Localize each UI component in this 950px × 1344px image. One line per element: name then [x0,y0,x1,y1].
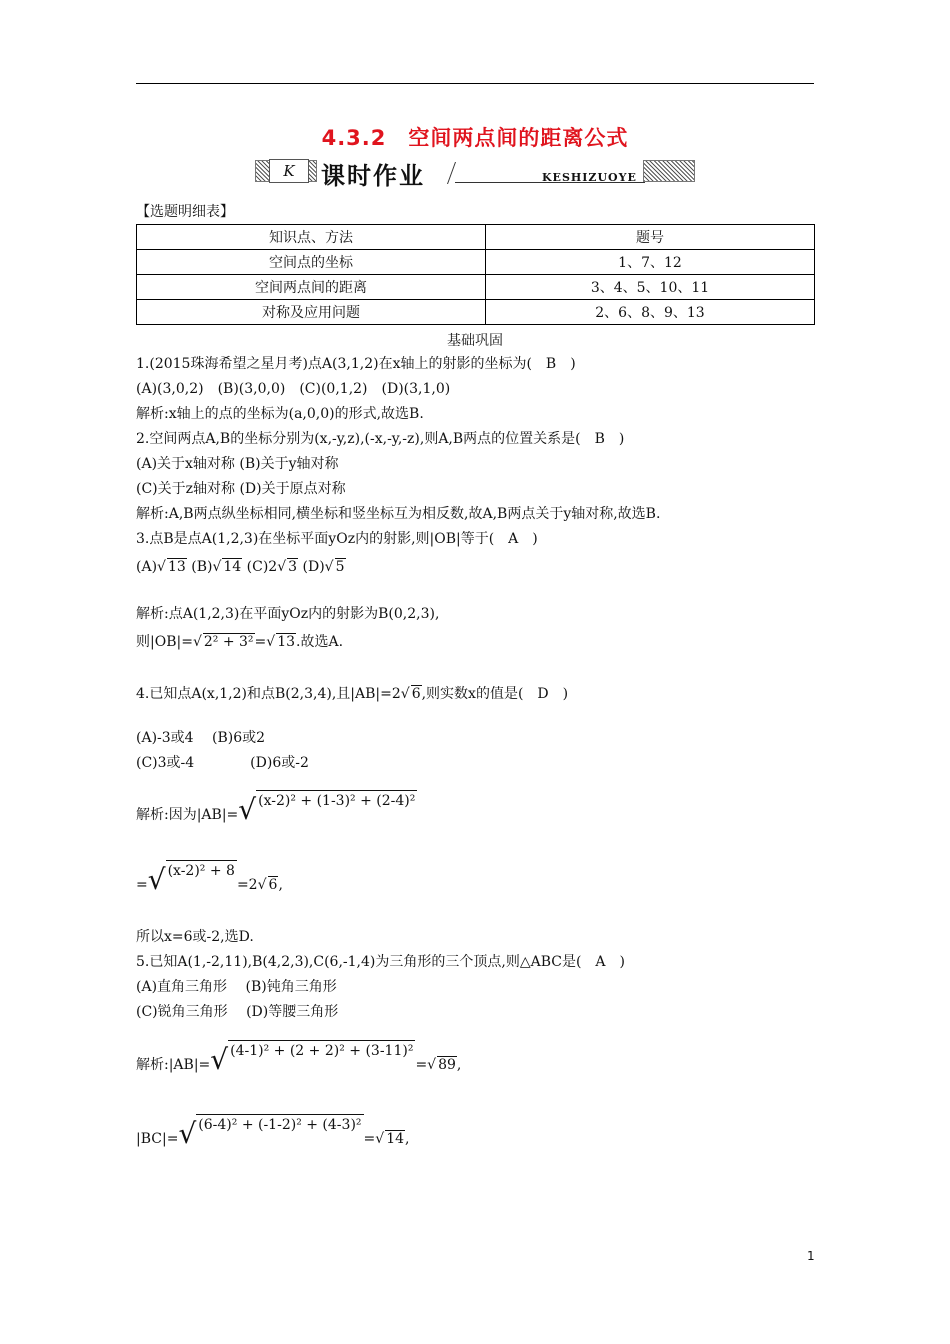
solution-value: 89 [438,1057,456,1073]
question-5-solution-1 [136,1040,461,1074]
solution-text: = [136,877,148,893]
question-2-options-1: (A)关于x轴对称 (B)关于y轴对称 [136,456,339,472]
option-a-label: (A) [136,559,158,575]
banner-subtitle: KESHIZUOYE [542,171,637,184]
solution-text: 解析:|AB|= [136,1057,211,1073]
option-b-radicand: 14 [223,559,242,575]
question-4-options-2: (C)3或-4 (D)6或-2 [136,755,309,771]
sqrt-icon: √ [238,793,257,826]
table-cell: 空间点的坐标 [137,250,486,275]
question-4-solution-1 [136,790,417,824]
question-5-stem: 5.已知A(1,-2,11),B(4,2,3),C(6,-1,4)为三角形的三个顶点,则△ABC是( A ) [136,954,625,970]
table-caption: 【选题明细表】 [136,204,234,220]
equals-sign: = [254,634,267,650]
option-c-radicand: 3 [288,559,298,575]
banner-hatch-right [643,160,695,182]
option-b-label: (B) [191,559,213,575]
question-1-options: (A)(3,0,2) (B)(3,0,0) (C)(0,1,2) (D)(3,1,0) [136,381,451,397]
solution-value: 13 [277,634,296,650]
table-header-cell: 知识点、方法 [137,225,486,250]
option-d-label: (D) [302,559,325,575]
question-3-solution-1: 解析:点A(1,2,3)在平面yOz内的射影为B(0,2,3), [136,606,440,622]
solution-radicand: (4-1)² + (2 + 2)² + (3-11)² [228,1040,415,1061]
sqrt-icon [277,559,286,575]
solution-text: |BC|= [136,1131,179,1147]
sqrt-icon [193,634,202,650]
question-1-solution: 解析:x轴上的点的坐标为(a,0,0)的形式,故选B. [136,406,424,422]
table-cell: 2、6、8、9、13 [486,300,815,325]
banner-title: 课时作业 [321,162,425,190]
section-heading: 基础巩固 [447,333,503,349]
question-4-solution-3: 所以x=6或-2,选D. [136,929,254,945]
option-d-radicand: 5 [335,559,345,575]
question-2-stem: 2.空间两点A,B的坐标分别为(x,-y,z),(-x,-y,-z),则A,B两点的位置关系是( B ) [136,431,625,447]
sqrt-icon [325,559,334,575]
stem-text: ,则实数x的值是( D ) [421,686,569,702]
banner-slash [447,162,456,184]
table-cell: 1、7、12 [486,250,815,275]
table-row [137,250,815,275]
sqrt-icon [427,1057,436,1073]
table-cell: 3、4、5、10、11 [486,275,815,300]
question-4-solution-2 [136,860,283,894]
sqrt-icon [258,877,267,893]
option-a-radicand: 13 [167,559,186,575]
equals-sign: = [363,1131,376,1147]
topic-table [136,224,815,325]
equals-sign: = [415,1057,428,1073]
solution-radicand: (6-4)² + (-1-2)² + (4-3)² [196,1114,363,1135]
solution-text: .故选A. [296,634,344,650]
solution-text: , [456,1057,462,1073]
solution-value: 6 [268,877,278,893]
table-row [137,275,815,300]
question-2-options-2: (C)关于z轴对称 (D)关于原点对称 [136,481,346,497]
sqrt-icon [401,686,410,702]
sqrt-icon: √ [178,1117,197,1150]
question-1-stem: 1.(2015珠海希望之星月考)点A(3,1,2)在x轴上的射影的坐标为( B ) [136,356,576,372]
sqrt-icon [157,559,166,575]
banner-logo-icon: K [269,159,309,183]
sqrt-icon [212,559,221,575]
solution-text: , [405,1131,410,1147]
option-c-label: (C)2 [246,559,278,575]
solution-text: 则|OB|= [136,634,193,650]
question-5-solution-2 [136,1114,409,1148]
question-5-options-1: (A)直角三角形 (B)钝角三角形 [136,979,337,995]
section-banner [255,156,695,190]
table-cell: 对称及应用问题 [137,300,486,325]
question-5-options-2: (C)锐角三角形 (D)等腰三角形 [136,1004,339,1020]
question-3-stem: 3.点B是点A(1,2,3)在坐标平面yOz内的射影,则|OB|等于( A ) [136,531,538,547]
page-title: 4.3.2 空间两点间的距离公式 [321,126,629,150]
solution-text: , [278,877,283,893]
page-number: 1 [807,1249,815,1263]
table-header-cell: 题号 [486,225,815,250]
table-cell: 空间两点间的距离 [137,275,486,300]
question-2-solution: 解析:A,B两点纵坐标相同,横坐标和竖坐标互为相反数,故A,B两点关于y轴对称,故选B. [136,506,661,522]
solution-text: 解析:因为|AB|= [136,807,239,823]
question-4-options-1: (A)-3或4 (B)6或2 [136,730,266,746]
sqrt-icon [375,1131,384,1147]
solution-text: =2 [236,877,258,893]
solution-radicand: (x-2)² + (1-3)² + (2-4)² [256,790,417,811]
table-row [137,300,815,325]
question-3-options [136,558,346,576]
sqrt-icon: √ [210,1043,229,1076]
table-header-row [137,225,815,250]
sqrt-icon: √ [147,863,166,896]
sqrt-icon [266,634,275,650]
solution-radicand: (x-2)² + 8 [166,860,237,881]
question-3-solution-2 [136,633,343,651]
solution-radicand: 2² + 3² [203,634,254,650]
solution-value: 14 [386,1131,405,1147]
question-4-stem [136,685,568,703]
stem-radicand: 6 [411,686,421,702]
stem-text: 4.已知点A(x,1,2)和点B(2,3,4),且|AB|=2 [136,686,401,702]
header-rule [136,83,814,84]
